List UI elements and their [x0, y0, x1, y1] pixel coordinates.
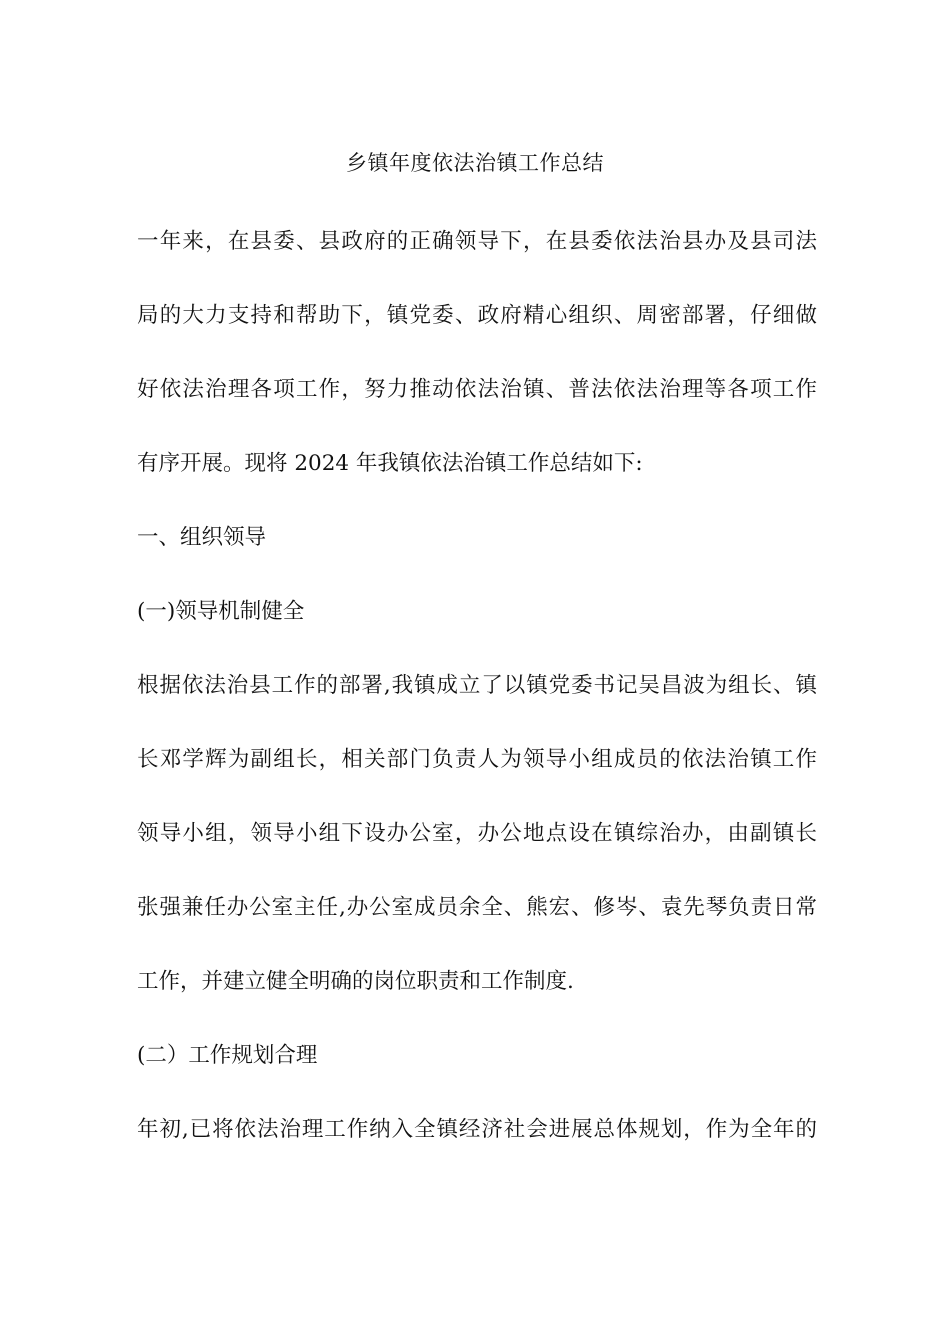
paragraph-line: 一年来，在县委、县政府的正确领导下，在县委依法治县办及县司法: [137, 229, 817, 254]
paragraph-line: 年初,已将依法治理工作纳入全镇经济社会进展总体规划，作为全年的: [137, 1117, 817, 1142]
paragraph-line: 工作，并建立健全明确的岗位职责和工作制度.: [137, 969, 574, 994]
paragraph-line: 长邓学辉为副组长，相关部门负责人为领导小组成员的依法治镇工作: [137, 747, 817, 772]
paragraph-line: 张强兼任办公室主任,办公室成员余全、熊宏、修岑、袁先琴负责日常: [137, 895, 817, 920]
subsection-heading: (二）工作规划合理: [137, 1043, 318, 1068]
paragraph-line: 领导小组，领导小组下设办公室，办公地点设在镇综治办，由副镇长: [137, 821, 817, 846]
paragraph-line: 根据依法治县工作的部署,我镇成立了以镇党委书记吴昌波为组长、镇: [137, 673, 817, 698]
document-body: [137, 205, 817, 1167]
paragraph-line: 好依法治理各项工作，努力推动依法治镇、普法依法治理等各项工作: [137, 377, 817, 402]
paragraph-line: 局的大力支持和帮助下，镇党委、政府精心组织、周密部署，仔细做: [137, 303, 817, 328]
subsection-heading: (一)领导机制健全: [137, 599, 305, 624]
paragraph-line: 有序开展。现将 2024 年我镇依法治镇工作总结如下:: [137, 451, 643, 476]
section-heading: 一、组织领导: [137, 525, 267, 550]
document-title: 乡镇年度依法治镇工作总结: [346, 151, 604, 175]
